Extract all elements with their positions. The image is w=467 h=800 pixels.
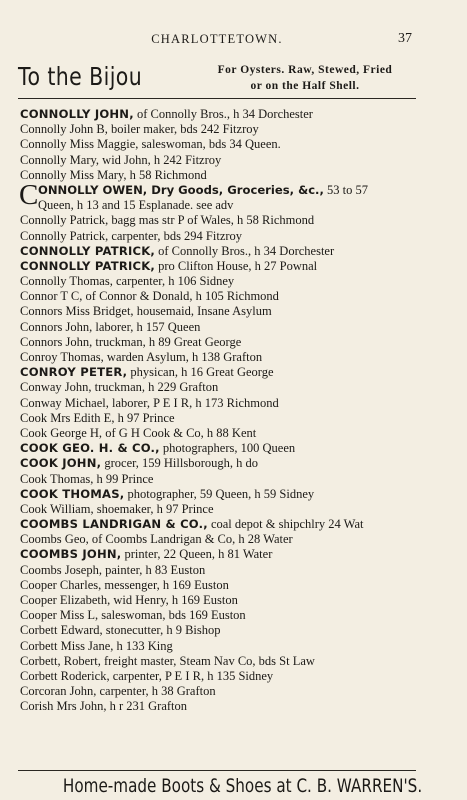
entry-name: CONNOLLY PATRICK, (20, 258, 155, 273)
entry-details: saleswoman, bds 34 Queen. (138, 137, 281, 152)
entry-name: Connolly Mary, (20, 152, 100, 167)
entry-details: carpenter, h 106 Sidney (112, 274, 235, 289)
entry-name: COOMBS JOHN, (20, 547, 122, 562)
directory-entry (20, 198, 420, 213)
top-ad-line-1: For Oysters. Raw, Stewed, Fried (217, 64, 393, 76)
directory-entry (20, 365, 420, 380)
entry-name: COOMBS LANDRIGAN & CO., (20, 517, 208, 532)
entry-name: Connolly Patrick, (20, 213, 109, 228)
directory-entry (20, 578, 420, 593)
entry-name: Corbett Roderick, (20, 668, 110, 683)
entry-name: Connolly Miss Maggie, (20, 137, 139, 152)
directory-entry (20, 289, 420, 304)
directory-entry (20, 244, 420, 259)
entry-details: of G H Cook & Co, h 88 Kent (102, 425, 257, 440)
directory-entry (20, 411, 420, 426)
top-ad-line-2: or on the Half Shell. (250, 80, 360, 92)
directory-entry (20, 304, 420, 319)
entry-name: COOK JOHN, (20, 456, 102, 471)
entry-details: warden Asylum, h 138 Grafton (103, 350, 263, 364)
entry-details: carpenter, P E I R, h 135 Sidney (109, 668, 274, 683)
directory-entry (20, 137, 420, 152)
entry-name: ONNOLLY OWEN, Dry Goods, Groceries, &c., (38, 182, 324, 197)
entry-name: Cooper Charles, (20, 577, 102, 592)
directory-entry (20, 639, 420, 654)
directory-entry (20, 669, 420, 684)
entry-name: Connor T C, (20, 289, 83, 304)
entry-details: pro Clifton House, h 27 Pownal (154, 258, 318, 273)
entry-name: Cook William, (20, 501, 94, 516)
top-ad-headline: To the Bijou (18, 62, 143, 91)
entry-details: printer, 22 Queen, h 81 Water (121, 547, 273, 562)
entry-name: Cooper Miss L, (20, 608, 99, 623)
entry-details: h 58 Richmond (126, 167, 207, 182)
directory-entry (20, 350, 420, 365)
entry-details: truckman, h 229 Grafton (91, 380, 219, 395)
entry-name: Coombs Geo, (20, 532, 89, 547)
directory-entry (20, 122, 420, 137)
page-number: 37 (398, 31, 412, 46)
entry-name: Corbett Edward, (20, 623, 103, 638)
entry-name: Cook George H, (20, 425, 103, 440)
bottom-advertisement (18, 770, 423, 797)
entry-details: photographers, 100 Queen (159, 441, 296, 456)
directory-entry (20, 213, 420, 228)
entry-details: grocer, 159 Hillsborough, h do (101, 456, 259, 471)
entry-details: h 13 and 15 Esplanade. see adv (73, 198, 234, 213)
directory-entry (20, 532, 420, 547)
entry-details: h 133 King (113, 638, 173, 653)
directory-entry (20, 502, 420, 517)
directory-entry (20, 274, 420, 289)
directory-entry (20, 456, 420, 471)
directory-entry (20, 335, 420, 350)
entry-details: boiler maker, bds 242 Fitzroy (107, 122, 259, 137)
directory-entry (20, 259, 420, 274)
entry-name: Cook Thomas, (20, 471, 94, 486)
entry-details: carpenter, h 38 Grafton (96, 684, 216, 699)
entry-details: of Connolly Bros., h 34 Dorchester (154, 243, 335, 258)
entry-name: COOK THOMAS, (20, 486, 125, 501)
directory-entry (20, 623, 420, 638)
directory-entry (20, 396, 420, 411)
drop-cap-letter: C (19, 178, 39, 211)
entry-name: Conway Michael, (20, 395, 109, 410)
entry-name: Corbett, Robert, (20, 653, 101, 668)
directory-entry (20, 426, 420, 441)
directory-entry (20, 517, 420, 532)
entry-details: h 99 Prince (93, 471, 154, 486)
directory-entry (20, 593, 420, 608)
directory-entry (20, 168, 420, 183)
directory-entry (20, 153, 420, 168)
entry-details: of Coombs Landrigan & Co, h 28 Water (88, 532, 293, 547)
entry-details: housemaid, Insane Asylum (133, 304, 272, 319)
entry-name: COOK GEO. H. & CO., (20, 441, 160, 456)
top-advertisement (18, 60, 416, 99)
entry-details: shoemaker, h 97 Prince (93, 501, 214, 516)
directory-entry (20, 380, 420, 395)
entry-name: Connolly Patrick, (20, 228, 109, 243)
entry-name: Queen, (38, 198, 74, 213)
entry-name: Connors Miss Bridget, (20, 304, 134, 319)
entry-name: Connors John, (20, 334, 93, 349)
entry-details: freight master, Steam Nav Co, bds St Law (100, 653, 315, 668)
entry-details: truckman, h 89 Great George (92, 334, 242, 349)
entry-details: coal depot & shipchlry 24 Wat (207, 517, 364, 532)
entry-name: Corish Mrs John, (20, 699, 107, 714)
directory-entry (20, 441, 420, 456)
directory-entry (20, 684, 420, 699)
entry-details: saleswoman, bds 169 Euston (98, 608, 246, 623)
entry-details: bagg mas str P of Wales, h 58 Richmond (108, 213, 315, 228)
entry-details: physican, h 16 Great George (127, 365, 274, 380)
entry-name: Cooper Elizabeth, (20, 593, 111, 607)
entry-details: photographer, 59 Queen, h 59 Sidney (124, 486, 315, 501)
entry-details: of Connolly Bros., h 34 Dorchester (133, 107, 313, 121)
entry-details: 53 to 57 (323, 182, 368, 197)
entry-details: laborer, h 157 Queen (92, 319, 201, 334)
directory-entry (20, 699, 420, 714)
directory-entry (20, 472, 420, 487)
entry-details: wid Henry, h 169 Euston (110, 593, 238, 607)
entry-name: Connors John, (20, 319, 93, 334)
directory-entry (20, 654, 420, 669)
entry-name: Conroy Thomas, (20, 350, 104, 364)
entry-name: Corbett Miss Jane, (20, 638, 114, 653)
directory-entry (20, 229, 420, 244)
running-head (0, 30, 434, 48)
entry-name: Cook Mrs Edith E, (20, 410, 115, 425)
entry-details: h 97 Prince (114, 410, 175, 425)
directory-entry (20, 487, 420, 502)
directory-entry (20, 320, 420, 335)
entry-name: CONNOLLY PATRICK, (20, 243, 155, 258)
entry-details: stonecutter, h 9 Bishop (102, 623, 221, 638)
entry-details: wid John, h 242 Fitzroy (99, 152, 222, 167)
entry-details: laborer, P E I R, h 173 Richmond (108, 395, 279, 410)
directory-entry (20, 563, 420, 578)
entry-name: Conway John, (20, 380, 92, 395)
bottom-ad-text: Home-made Boots & Shoes at C. B. WARREN'S. (62, 775, 423, 797)
entry-name: Coombs Joseph, (20, 562, 102, 577)
directory-entry (20, 107, 420, 122)
entry-name: Connolly Thomas, (20, 274, 113, 289)
entry-name: CONNOLLY JOHN, (20, 107, 134, 121)
entry-details: messenger, h 169 Euston (101, 577, 229, 592)
entry-name: Connolly Miss Mary, (20, 167, 127, 182)
directory-entry (20, 547, 420, 562)
entry-details: carpenter, bds 294 Fitzroy (108, 228, 243, 243)
entry-name: CONROY PETER, (20, 365, 128, 380)
directory-entry (20, 608, 420, 623)
entry-name: Corcoran John, (20, 684, 97, 699)
entry-details: h r 231 Grafton (106, 699, 188, 714)
directory-entries (20, 107, 420, 715)
entry-name: Connolly John B, (20, 122, 108, 137)
entry-details: painter, h 83 Euston (101, 562, 206, 577)
running-title: CHARLOTTETOWN. (151, 32, 283, 46)
entry-details: of Connor & Donald, h 105 Richmond (82, 289, 279, 304)
